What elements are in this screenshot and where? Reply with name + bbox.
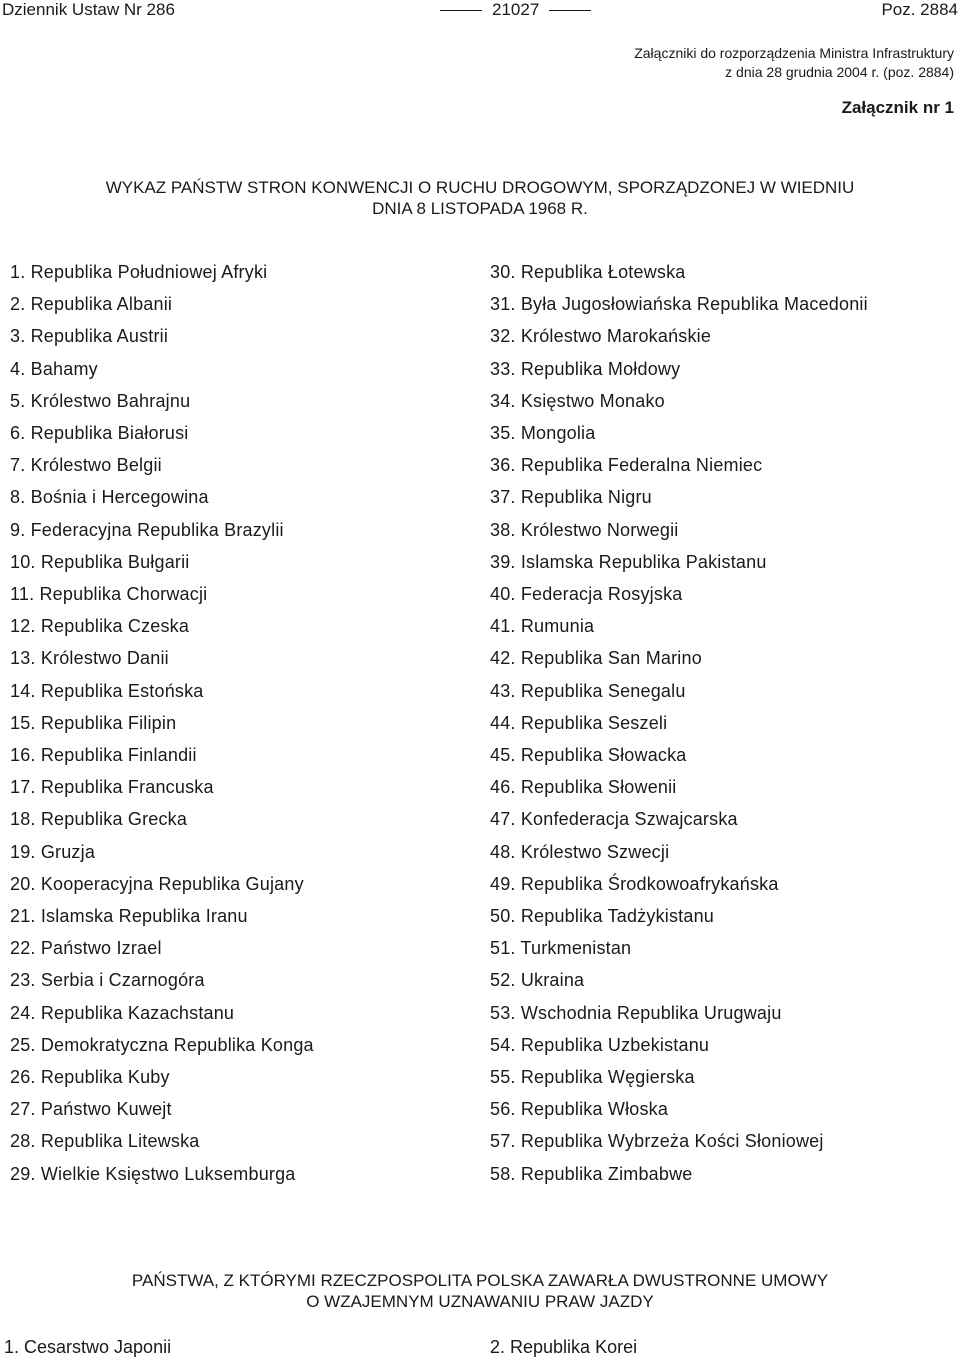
country-list-item: 47. Konfederacja Szwajcarska xyxy=(490,809,738,830)
country-list-item: 21. Islamska Republika Iranu xyxy=(10,906,248,927)
annex-note-line-2: z dnia 28 grudnia 2004 r. (poz. 2884) xyxy=(725,64,954,80)
country-list-item: 28. Republika Litewska xyxy=(10,1131,200,1152)
country-list-item: 43. Republika Senegalu xyxy=(490,680,686,701)
bilateral-country: 2. Republika Korei xyxy=(490,1337,638,1357)
country-list-item: 17. Republika Francuska xyxy=(10,777,214,798)
document-title-line-2: DNIA 8 LISTOPADA 1968 R. xyxy=(372,199,588,218)
country-list-item: 24. Republika Kazachstanu xyxy=(10,1002,235,1023)
country-list-item: 53. Wschodnia Republika Urugwaju xyxy=(490,1002,782,1023)
annex-note xyxy=(634,44,954,82)
country-list-item: 2. Republika Albanii xyxy=(10,294,173,315)
page-header xyxy=(0,0,960,20)
country-list-item: 56. Republika Włoska xyxy=(490,1099,669,1120)
position-number: Poz. 2884 xyxy=(881,0,958,19)
country-list-item: 11. Republika Chorwacji xyxy=(10,584,208,605)
country-list-item: 52. Ukraina xyxy=(490,970,585,991)
document-title-line-1: WYKAZ PAŃSTW STRON KONWENCJI O RUCHU DROGOWYM, SPORZĄDZONEJ W WIEDNIU xyxy=(105,178,855,197)
country-list-item: 5. Królestwo Bahrajnu xyxy=(10,390,191,411)
country-list-item: 32. Królestwo Marokańskie xyxy=(490,326,712,347)
countries-left-column xyxy=(10,256,314,1190)
country-list-item: 4. Bahamy xyxy=(10,358,98,379)
annex-number: Załącznik nr 1 xyxy=(841,98,954,117)
country-list-item: 40. Federacja Rosyjska xyxy=(490,584,683,605)
country-list-item: 46. Republika Słowenii xyxy=(490,777,677,798)
country-list-item: 39. Islamska Republika Pakistanu xyxy=(490,551,767,572)
country-list-item: 18. Republika Grecka xyxy=(10,809,188,830)
country-list-item: 35. Mongolia xyxy=(490,423,596,444)
journal-title: Dziennik Ustaw Nr 286 xyxy=(2,0,175,19)
country-list-item: 25. Demokratyczna Republika Konga xyxy=(10,1034,314,1055)
country-list-item: 48. Królestwo Szwecji xyxy=(490,841,670,862)
country-list-item: 6. Republika Białorusi xyxy=(10,423,189,444)
country-list-item: 34. Księstwo Monako xyxy=(490,390,665,411)
country-list-item: 55. Republika Węgierska xyxy=(490,1067,695,1088)
country-list-item: 38. Królestwo Norwegii xyxy=(490,519,679,540)
country-list-item: 16. Republika Finlandii xyxy=(10,745,197,766)
bilateral-title-line-1: PAŃSTWA, Z KTÓRYMI RZECZPOSPOLITA POLSKA ZAWARŁA DWUSTRONNE UMOWY xyxy=(131,1271,829,1290)
country-list-item: 19. Gruzja xyxy=(10,841,96,862)
country-list-item: 27. Państwo Kuwejt xyxy=(10,1099,172,1120)
country-list-item: 58. Republika Zimbabwe xyxy=(490,1163,693,1184)
country-list-item: 9. Federacyjna Republika Brazylii xyxy=(10,519,284,540)
country-list-item: 23. Serbia i Czarnogóra xyxy=(10,970,205,991)
country-list-item: 14. Republika Estońska xyxy=(10,680,204,701)
country-list-item: 3. Republika Austrii xyxy=(10,326,169,347)
country-list-item: 10. Republika Bułgarii xyxy=(10,551,190,572)
country-list-item: 41. Rumunia xyxy=(490,616,595,637)
country-list-item: 37. Republika Nigru xyxy=(490,487,652,508)
country-list-item: 36. Republika Federalna Niemiec xyxy=(490,455,763,476)
country-list-item: 45. Republika Słowacka xyxy=(490,745,687,766)
country-list-item: 1. Republika Południowej Afryki xyxy=(10,262,268,282)
bilateral-country: 1. Cesarstwo Japonii xyxy=(4,1337,172,1357)
annex-note-line-1: Załączniki do rozporządzenia Ministra Infrastruktury xyxy=(634,45,954,61)
dash-rule-left xyxy=(440,10,482,11)
country-list-item: 57. Republika Wybrzeża Kości Słoniowej xyxy=(490,1131,824,1152)
country-list-item: 49. Republika Środkowoafrykańska xyxy=(490,873,779,894)
dash-rule-right xyxy=(549,10,591,11)
country-list-item: 20. Kooperacyjna Republika Gujany xyxy=(10,873,304,894)
page-number-text: 21027 xyxy=(492,0,540,19)
countries-right-column xyxy=(490,256,868,1190)
country-list-item: 13. Królestwo Danii xyxy=(10,648,169,669)
country-list-item: 7. Królestwo Belgii xyxy=(10,455,162,476)
country-list-item: 22. Państwo Izrael xyxy=(10,938,162,959)
bilateral-title-line-2: O WZAJEMNYM UZNAWANIU PRAW JAZDY xyxy=(306,1292,654,1311)
country-list-item: 8. Bośnia i Hercegowina xyxy=(10,487,209,508)
country-list-item: 51. Turkmenistan xyxy=(490,938,632,959)
bilateral-title xyxy=(0,1270,960,1312)
country-list-item: 31. Była Jugosłowiańska Republika Macedonii xyxy=(490,294,868,315)
country-list-item: 12. Republika Czeska xyxy=(10,616,190,637)
country-list-item: 44. Republika Seszeli xyxy=(490,712,668,733)
country-list-item: 54. Republika Uzbekistanu xyxy=(490,1034,710,1055)
country-list-item: 50. Republika Tadżykistanu xyxy=(490,906,715,927)
country-list-item: 42. Republika San Marino xyxy=(490,648,702,669)
document-title xyxy=(0,177,960,219)
country-list-item: 26. Republika Kuby xyxy=(10,1067,170,1088)
page-number xyxy=(430,0,601,20)
country-list-item: 30. Republika Łotewska xyxy=(490,262,686,282)
country-list-item: 29. Wielkie Księstwo Luksemburga xyxy=(10,1163,296,1184)
country-list-item: 15. Republika Filipin xyxy=(10,712,177,733)
country-list-item: 33. Republika Mołdowy xyxy=(490,358,681,379)
